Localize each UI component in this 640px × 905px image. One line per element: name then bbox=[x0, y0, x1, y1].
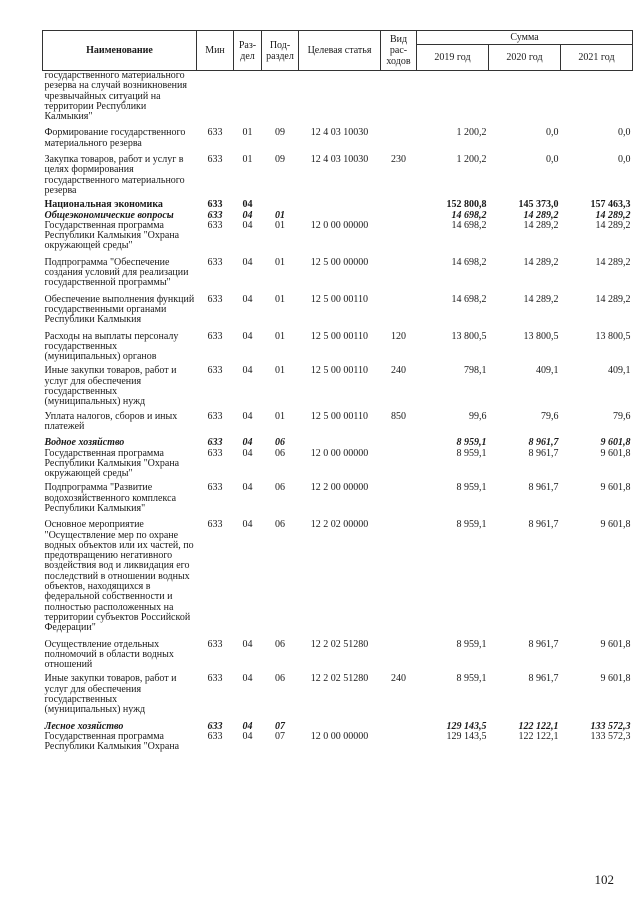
row-podrazdel: 01 bbox=[275, 293, 285, 305]
row-value-2020: 79,6 bbox=[541, 410, 559, 422]
row-target-article: 12 2 00 00000 bbox=[310, 482, 369, 494]
row-razdel: 04 bbox=[242, 730, 253, 742]
row-min: 633 bbox=[207, 330, 223, 342]
row-expense-type bbox=[381, 258, 417, 295]
row-razdel: 04 bbox=[242, 219, 253, 231]
row-min: 633 bbox=[207, 256, 223, 268]
row-expense-type bbox=[381, 200, 417, 210]
header-expense-type: Вид рас-ходов bbox=[381, 31, 417, 71]
row-name: Государственная программа Республики Калмыкия "Охрана окружающей среды" bbox=[44, 447, 180, 480]
row-name: Основное мероприятие "Осуществление мер по охране водных объектов или их частей, по предотвращению негативного воздействия вод и ликвидация его последствий в отношении водных объектов, находящихся в федеральной собственности и полностью расположенных на территории субъектов Российской Федерации" bbox=[44, 519, 194, 634]
row-podrazdel: 06 bbox=[275, 673, 285, 685]
row-value-2019: 1 200,2 bbox=[456, 154, 487, 166]
row-razdel: 04 bbox=[242, 673, 253, 685]
row-value-2021: 9 601,8 bbox=[600, 673, 631, 685]
row-expense-type: 240 bbox=[391, 673, 406, 685]
row-name: Государственная программа Республики Калмыкия "Охрана окружающей среды" bbox=[44, 219, 180, 252]
row-value-2020: 8 961,7 bbox=[528, 447, 559, 459]
row-podrazdel: 07 bbox=[275, 720, 285, 732]
row-target-article: 12 2 02 51280 bbox=[310, 638, 369, 650]
row-razdel: 04 bbox=[242, 199, 253, 211]
header-2020: 2020 год bbox=[489, 45, 561, 71]
row-razdel bbox=[234, 71, 262, 129]
row-min: 633 bbox=[207, 293, 223, 305]
table-row bbox=[43, 128, 633, 155]
table-row bbox=[43, 332, 633, 367]
row-target-article: 12 4 03 10030 bbox=[310, 154, 369, 166]
row-name: Формирование государственного материального резерва bbox=[44, 127, 186, 149]
row-podrazdel: 06 bbox=[275, 447, 285, 459]
table-row bbox=[43, 258, 633, 295]
row-value-2020: 13 800,5 bbox=[523, 330, 559, 342]
table-row bbox=[43, 71, 633, 129]
row-podrazdel: 01 bbox=[275, 209, 285, 221]
row-value-2019: 798,1 bbox=[464, 365, 487, 377]
row-value-2019: 14 698,2 bbox=[451, 256, 487, 268]
row-name: Иные закупки товаров, работ и услуг для обеспечения государственных (муниципальных) нужд bbox=[44, 365, 177, 408]
row-target-article bbox=[299, 438, 381, 448]
row-value-2019: 13 800,5 bbox=[451, 330, 487, 342]
row-min: 633 bbox=[207, 365, 223, 377]
row-name: Расходы на выплаты персоналу государственных (муниципальных) органов bbox=[44, 330, 179, 363]
row-value-2019: 8 959,1 bbox=[456, 447, 487, 459]
row-razdel: 04 bbox=[242, 410, 253, 422]
row-value-2019: 8 959,1 bbox=[456, 437, 487, 449]
row-razdel: 04 bbox=[242, 720, 253, 732]
row-value-2020: 0,0 bbox=[546, 154, 559, 166]
row-value-2020: 14 289,2 bbox=[523, 209, 559, 221]
row-value-2019: 14 698,2 bbox=[451, 293, 487, 305]
table-row bbox=[43, 412, 633, 439]
row-expense-type bbox=[381, 221, 417, 258]
row-min: 633 bbox=[207, 219, 223, 231]
row-value-2021: 133 572,3 bbox=[590, 730, 631, 742]
row-min: 633 bbox=[207, 720, 223, 732]
row-podrazdel: 06 bbox=[275, 482, 285, 494]
row-podrazdel: 06 bbox=[275, 437, 285, 449]
row-razdel: 04 bbox=[242, 365, 253, 377]
row-expense-type bbox=[381, 483, 417, 520]
row-name: Общеэкономические вопросы bbox=[44, 209, 174, 221]
row-name: Иные закупки товаров, работ и услуг для обеспечения государственных (муниципальных) нужд bbox=[44, 673, 177, 716]
row-value-2021: 0,0 bbox=[618, 127, 631, 139]
page-number: 102 bbox=[594, 872, 614, 887]
row-value-2019 bbox=[417, 71, 489, 129]
row-min: 633 bbox=[207, 482, 223, 494]
row-expense-type: 240 bbox=[391, 365, 406, 377]
row-min: 633 bbox=[207, 519, 223, 531]
header-2019: 2019 год bbox=[417, 45, 489, 71]
row-razdel: 04 bbox=[242, 447, 253, 459]
row-podrazdel: 09 bbox=[275, 127, 285, 139]
table-row bbox=[43, 366, 633, 411]
row-min: 633 bbox=[207, 410, 223, 422]
row-expense-type bbox=[381, 295, 417, 332]
header-razdel: Раз-дел bbox=[234, 31, 262, 71]
table-row bbox=[43, 449, 633, 484]
row-target-article: 12 5 00 00000 bbox=[310, 256, 369, 268]
row-name: государственного материального резерва на случай возникновения чрезвычайных ситуаций на территории Республики Калмыкия" bbox=[44, 70, 187, 123]
row-value-2021: 0,0 bbox=[618, 154, 631, 166]
row-min: 633 bbox=[207, 437, 223, 449]
row-value-2021: 157 463,3 bbox=[590, 199, 631, 211]
row-min: 633 bbox=[207, 199, 223, 211]
header-target-article: Целевая статья bbox=[299, 31, 381, 71]
row-name: Закупка товаров, работ и услуг в целях формирования государственного материального резерва bbox=[44, 154, 185, 196]
row-target-article: 12 4 03 10030 bbox=[310, 127, 369, 139]
row-razdel: 04 bbox=[242, 482, 253, 494]
row-razdel: 04 bbox=[242, 437, 253, 449]
row-value-2020: 122 122,1 bbox=[518, 720, 559, 732]
row-name: Водное хозяйство bbox=[44, 437, 125, 449]
row-value-2021: 9 601,8 bbox=[600, 482, 631, 494]
table-row bbox=[43, 221, 633, 258]
table-row bbox=[43, 155, 633, 200]
table-row bbox=[43, 438, 633, 448]
row-value-2020: 14 289,2 bbox=[523, 219, 559, 231]
row-value-2021 bbox=[561, 71, 633, 129]
row-min: 633 bbox=[207, 127, 223, 139]
row-expense-type bbox=[381, 640, 417, 675]
row-value-2019: 1 200,2 bbox=[456, 127, 487, 139]
row-min: 633 bbox=[207, 730, 223, 742]
row-name: Уплата налогов, сборов и иных платежей bbox=[44, 410, 178, 432]
row-value-2020: 8 961,7 bbox=[528, 638, 559, 650]
row-value-2021: 79,6 bbox=[613, 410, 631, 422]
row-min bbox=[197, 71, 234, 129]
header-sum: Сумма bbox=[417, 31, 633, 45]
header-min: Мин bbox=[197, 31, 234, 71]
row-razdel: 04 bbox=[242, 330, 253, 342]
row-value-2020: 8 961,7 bbox=[528, 673, 559, 685]
header-podrazdel: Под-раздел bbox=[262, 31, 299, 71]
row-value-2021: 14 289,2 bbox=[595, 209, 631, 221]
row-podrazdel: 01 bbox=[275, 256, 285, 268]
row-value-2020: 8 961,7 bbox=[528, 519, 559, 531]
row-expense-type bbox=[381, 520, 417, 639]
row-target-article: 12 2 02 00000 bbox=[310, 519, 369, 531]
row-value-2019: 129 143,5 bbox=[446, 720, 487, 732]
row-value-2020 bbox=[489, 71, 561, 129]
row-value-2020: 14 289,2 bbox=[523, 293, 559, 305]
row-value-2019: 8 959,1 bbox=[456, 673, 487, 685]
row-expense-type bbox=[381, 732, 417, 753]
row-podrazdel bbox=[262, 71, 299, 129]
row-value-2019: 129 143,5 bbox=[446, 730, 487, 742]
row-value-2019: 8 959,1 bbox=[456, 519, 487, 531]
row-value-2021: 14 289,2 bbox=[595, 293, 631, 305]
row-target-article: 12 5 00 00110 bbox=[310, 410, 369, 422]
row-target-article bbox=[299, 200, 381, 210]
row-min: 633 bbox=[207, 447, 223, 459]
table-body bbox=[43, 71, 633, 753]
table-row bbox=[43, 483, 633, 520]
row-name: Обеспечение выполнения функций государственными органами Республики Калмыкия bbox=[44, 293, 195, 326]
table-row bbox=[43, 674, 633, 721]
row-value-2021: 13 800,5 bbox=[595, 330, 631, 342]
row-value-2020: 14 289,2 bbox=[523, 256, 559, 268]
row-value-2020: 409,1 bbox=[536, 365, 559, 377]
row-value-2021: 9 601,8 bbox=[600, 638, 631, 650]
row-target-article: 12 0 00 00000 bbox=[310, 219, 369, 231]
row-name: Лесное хозяйство bbox=[44, 720, 124, 732]
row-expense-type: 230 bbox=[391, 154, 406, 166]
row-expense-type bbox=[381, 211, 417, 221]
row-podrazdel: 01 bbox=[275, 219, 285, 231]
budget-table bbox=[42, 30, 633, 753]
row-value-2020: 145 373,0 bbox=[518, 199, 559, 211]
row-value-2020: 122 122,1 bbox=[518, 730, 559, 742]
row-podrazdel: 01 bbox=[275, 410, 285, 422]
row-podrazdel: 01 bbox=[275, 330, 285, 342]
table-row bbox=[43, 295, 633, 332]
table-row bbox=[43, 640, 633, 675]
row-expense-type: 120 bbox=[391, 330, 406, 342]
row-podrazdel: 09 bbox=[275, 154, 285, 166]
row-podrazdel: 06 bbox=[275, 519, 285, 531]
row-target-article: 12 2 02 51280 bbox=[310, 673, 369, 685]
row-value-2021: 409,1 bbox=[608, 365, 631, 377]
row-expense-type bbox=[381, 438, 417, 448]
row-target-article: 12 0 00 00000 bbox=[310, 730, 369, 742]
row-expense-type bbox=[381, 128, 417, 155]
row-min: 633 bbox=[207, 209, 223, 221]
row-expense-type bbox=[381, 722, 417, 732]
header-2021: 2021 год bbox=[561, 45, 633, 71]
row-value-2019: 14 698,2 bbox=[451, 209, 487, 221]
row-name: Подпрограмма "Развитие водохозяйственного комплекса Республики Калмыкия" bbox=[44, 482, 177, 514]
row-value-2019: 8 959,1 bbox=[456, 638, 487, 650]
row-razdel: 04 bbox=[242, 256, 253, 268]
row-target-article: 12 0 00 00000 bbox=[310, 447, 369, 459]
row-min: 633 bbox=[207, 638, 223, 650]
row-razdel: 01 bbox=[242, 154, 253, 166]
row-value-2019: 8 959,1 bbox=[456, 482, 487, 494]
row-name: Государственная программа Республики Калмыкия "Охрана bbox=[44, 730, 180, 753]
row-target-article bbox=[299, 71, 381, 129]
header-name: Наименование bbox=[43, 31, 197, 71]
row-podrazdel: 01 bbox=[275, 365, 285, 377]
row-target-article: 12 5 00 00110 bbox=[310, 330, 369, 342]
table-row bbox=[43, 732, 633, 753]
row-value-2020: 8 961,7 bbox=[528, 437, 559, 449]
row-value-2021: 9 601,8 bbox=[600, 437, 631, 449]
row-razdel: 04 bbox=[242, 519, 253, 531]
row-target-article: 12 5 00 00110 bbox=[310, 293, 369, 305]
row-value-2021: 14 289,2 bbox=[595, 256, 631, 268]
row-value-2021: 133 572,3 bbox=[590, 720, 631, 732]
row-min: 633 bbox=[207, 673, 223, 685]
row-razdel: 01 bbox=[242, 127, 253, 139]
row-podrazdel: 06 bbox=[275, 638, 285, 650]
row-value-2019: 14 698,2 bbox=[451, 219, 487, 231]
row-value-2019: 152 800,8 bbox=[446, 199, 487, 211]
row-name: Подпрограмма "Обеспечение создания условий для реализации государственной программы" bbox=[44, 256, 189, 289]
row-razdel: 04 bbox=[242, 293, 253, 305]
row-razdel: 04 bbox=[242, 638, 253, 650]
row-target-article: 12 5 00 00110 bbox=[310, 365, 369, 377]
row-expense-type bbox=[381, 449, 417, 484]
row-expense-type: 850 bbox=[391, 410, 406, 422]
row-value-2020: 8 961,7 bbox=[528, 482, 559, 494]
row-name: Осуществление отдельных полномочий в области водных отношений bbox=[44, 638, 174, 671]
row-expense-type bbox=[381, 71, 417, 129]
row-min: 633 bbox=[207, 154, 223, 166]
row-value-2019: 99,6 bbox=[469, 410, 487, 422]
row-value-2020: 0,0 bbox=[546, 127, 559, 139]
table-row bbox=[43, 520, 633, 639]
row-value-2021: 9 601,8 bbox=[600, 519, 631, 531]
row-razdel: 04 bbox=[242, 209, 253, 221]
row-name: Национальная экономика bbox=[44, 199, 163, 211]
row-value-2021: 9 601,8 bbox=[600, 447, 631, 459]
table-header bbox=[43, 31, 633, 71]
row-value-2021: 14 289,2 bbox=[595, 219, 631, 231]
row-podrazdel: 07 bbox=[275, 730, 285, 742]
